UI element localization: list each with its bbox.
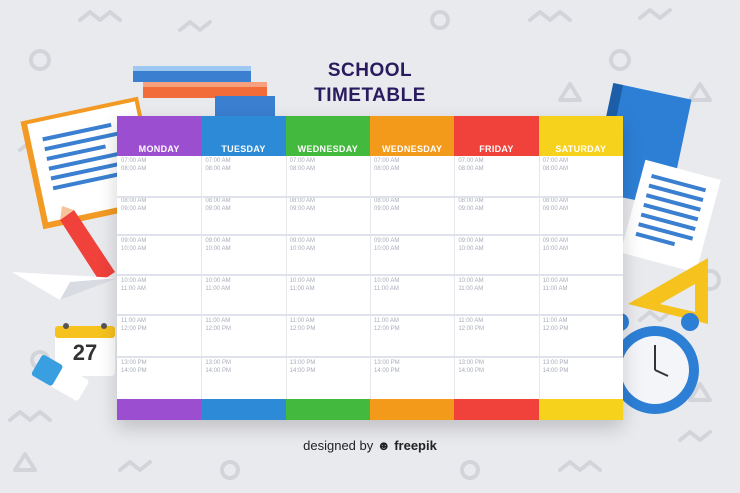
- time-slot[interactable]: [290, 359, 316, 375]
- slot-start: 11:00 AM: [542, 318, 568, 324]
- slot-end: 10:00 AM: [121, 246, 147, 252]
- slot-end: 11:00 AM: [289, 286, 315, 292]
- slot-start: 10:00 AM: [373, 278, 400, 284]
- slot-end: 14:00 PM: [542, 368, 569, 374]
- slot-end: 10:00 AM: [373, 246, 400, 252]
- time-slot[interactable]: [374, 359, 400, 375]
- slot-end: 14:00 PM: [205, 368, 232, 374]
- slot-end: 10:00 AM: [205, 246, 231, 252]
- slot-start: 13:00 PM: [205, 360, 232, 366]
- column-divider: [286, 156, 287, 399]
- time-slot[interactable]: [543, 157, 568, 173]
- ruler-triangle-icon: [628, 258, 708, 324]
- slot-end: 09:00 AM: [289, 206, 316, 212]
- slot-start: 13:00 PM: [373, 360, 400, 366]
- time-slot[interactable]: [290, 277, 315, 293]
- slot-start: 10:00 AM: [205, 278, 231, 284]
- slot-end: 10:00 AM: [458, 246, 484, 252]
- time-slot[interactable]: [205, 359, 231, 375]
- slot-end: 14:00 PM: [373, 368, 400, 374]
- slot-start: 08:00 AM: [205, 198, 231, 204]
- slot-end: 11:00 AM: [205, 286, 231, 292]
- slot-start: 10:00 AM: [121, 278, 147, 284]
- slot-start: 11:00 AM: [121, 318, 146, 324]
- time-slot[interactable]: [205, 277, 230, 293]
- time-slot[interactable]: [543, 237, 568, 253]
- slot-start: 11:00 AM: [205, 318, 231, 324]
- slot-start: 08:00 AM: [373, 198, 400, 204]
- slot-end: 08:00 AM: [373, 166, 400, 172]
- slot-start: 07:00 AM: [373, 158, 400, 164]
- slot-start: 07:00 AM: [542, 158, 568, 164]
- slot-end: 14:00 PM: [289, 368, 316, 374]
- slot-start: 10:00 AM: [289, 278, 316, 284]
- day-header: SATURDAY: [539, 116, 623, 156]
- slot-end: 08:00 AM: [289, 166, 316, 172]
- day-footer-bar: [539, 399, 623, 420]
- time-slot[interactable]: [290, 157, 315, 173]
- day-footer-bar: [286, 399, 370, 420]
- day-header: TUESDAY: [201, 116, 285, 156]
- time-slot[interactable]: [290, 317, 316, 333]
- title-line-2: TIMETABLE: [314, 85, 426, 106]
- day-header: FRIDAY: [454, 116, 538, 156]
- slot-start: 13:00 PM: [458, 360, 484, 366]
- slot-start: 07:00 AM: [289, 158, 316, 164]
- slot-start: 07:00 AM: [205, 158, 231, 164]
- day-footer-bar: [117, 399, 201, 420]
- time-slot[interactable]: [374, 157, 399, 173]
- time-slot[interactable]: [121, 157, 146, 173]
- time-slot[interactable]: [374, 277, 399, 293]
- day-header: WEDNESDAY: [286, 116, 370, 156]
- slot-start: 09:00 AM: [373, 238, 400, 244]
- column-divider: [201, 156, 202, 399]
- slot-start: 09:00 AM: [542, 238, 568, 244]
- day-header: MONDAY: [117, 116, 201, 156]
- slot-end: 09:00 AM: [121, 206, 147, 212]
- time-slot[interactable]: [458, 277, 483, 293]
- alarm-clock-icon: [611, 313, 699, 414]
- slot-start: 08:00 AM: [458, 198, 484, 204]
- time-slot[interactable]: [121, 277, 146, 293]
- slot-end: 08:00 AM: [458, 166, 484, 172]
- slot-start: 08:00 AM: [289, 198, 316, 204]
- slot-end: 12:00 PM: [205, 326, 232, 332]
- slot-start: 10:00 AM: [542, 278, 568, 284]
- credit: [0, 438, 740, 453]
- time-slot[interactable]: [290, 197, 315, 213]
- credit-prefix: designed by: [303, 438, 374, 453]
- slot-end: 12:00 PM: [121, 326, 147, 332]
- credit-brand: freepik: [394, 438, 437, 453]
- slot-start: 09:00 AM: [205, 238, 231, 244]
- time-slot[interactable]: [290, 237, 315, 253]
- day-footer-bar: [454, 399, 538, 420]
- slot-start: 13:00 PM: [542, 360, 569, 366]
- slot-start: 13:00 PM: [121, 360, 147, 366]
- calendar-day: 27: [72, 340, 98, 365]
- slot-end: 08:00 AM: [121, 166, 147, 172]
- slot-end: 14:00 PM: [121, 368, 147, 374]
- title-line-1: SCHOOL: [327, 60, 413, 81]
- page-title: [0, 58, 740, 108]
- slot-start: 08:00 AM: [542, 198, 568, 204]
- slot-end: 10:00 AM: [542, 246, 568, 252]
- time-slot[interactable]: [458, 317, 484, 333]
- slot-start: 09:00 AM: [458, 238, 484, 244]
- slot-start: 07:00 AM: [458, 158, 484, 164]
- time-slot[interactable]: [121, 197, 146, 213]
- time-slot[interactable]: [458, 197, 483, 213]
- time-slot[interactable]: [121, 317, 147, 333]
- column-divider: [370, 156, 371, 399]
- time-slot[interactable]: [121, 359, 147, 375]
- slot-end: 12:00 PM: [458, 326, 484, 332]
- slot-start: 10:00 AM: [458, 278, 484, 284]
- timetable-board: [117, 116, 623, 420]
- time-slot[interactable]: [543, 197, 568, 213]
- day-header: WEDNESDAY: [370, 116, 454, 156]
- slot-end: 14:00 PM: [458, 368, 484, 374]
- slot-end: 12:00 PM: [542, 326, 569, 332]
- slot-start: 13:00 PM: [289, 360, 316, 366]
- column-divider: [454, 156, 455, 399]
- slot-end: 11:00 AM: [373, 286, 399, 292]
- freepik-logo-icon: ☻: [376, 438, 391, 453]
- time-slot[interactable]: [205, 237, 230, 253]
- time-slot[interactable]: [121, 237, 146, 253]
- time-slot[interactable]: [205, 157, 230, 173]
- slot-end: 09:00 AM: [205, 206, 231, 212]
- time-slot[interactable]: [458, 359, 484, 375]
- slot-end: 11:00 AM: [121, 286, 146, 292]
- slot-start: 09:00 AM: [289, 238, 316, 244]
- column-divider: [539, 156, 540, 399]
- slot-end: 12:00 PM: [289, 326, 316, 332]
- slot-end: 09:00 AM: [458, 206, 484, 212]
- time-slot[interactable]: [543, 317, 569, 333]
- time-slot[interactable]: [374, 237, 399, 253]
- slot-end: 11:00 AM: [542, 286, 568, 292]
- time-slot[interactable]: [458, 157, 483, 173]
- slot-start: 09:00 AM: [121, 238, 147, 244]
- time-slot[interactable]: [374, 317, 400, 333]
- time-slot[interactable]: [543, 359, 569, 375]
- time-slot[interactable]: [543, 277, 568, 293]
- slot-end: 08:00 AM: [205, 166, 231, 172]
- time-slot[interactable]: [458, 237, 483, 253]
- slot-end: 09:00 AM: [373, 206, 400, 212]
- slot-end: 10:00 AM: [289, 246, 316, 252]
- slot-end: 08:00 AM: [542, 166, 568, 172]
- slot-end: 09:00 AM: [542, 206, 568, 212]
- slot-end: 11:00 AM: [458, 286, 484, 292]
- slot-start: 07:00 AM: [121, 158, 147, 164]
- slot-start: 11:00 AM: [458, 318, 484, 324]
- day-footer-bar: [201, 399, 285, 420]
- slot-start: 11:00 AM: [289, 318, 315, 324]
- slot-start: 11:00 AM: [373, 318, 399, 324]
- time-slot[interactable]: [374, 197, 399, 213]
- slot-start: 08:00 AM: [121, 198, 147, 204]
- time-slot[interactable]: [205, 317, 231, 333]
- day-footer-bar: [370, 399, 454, 420]
- slot-end: 12:00 PM: [373, 326, 400, 332]
- time-slot[interactable]: [205, 197, 230, 213]
